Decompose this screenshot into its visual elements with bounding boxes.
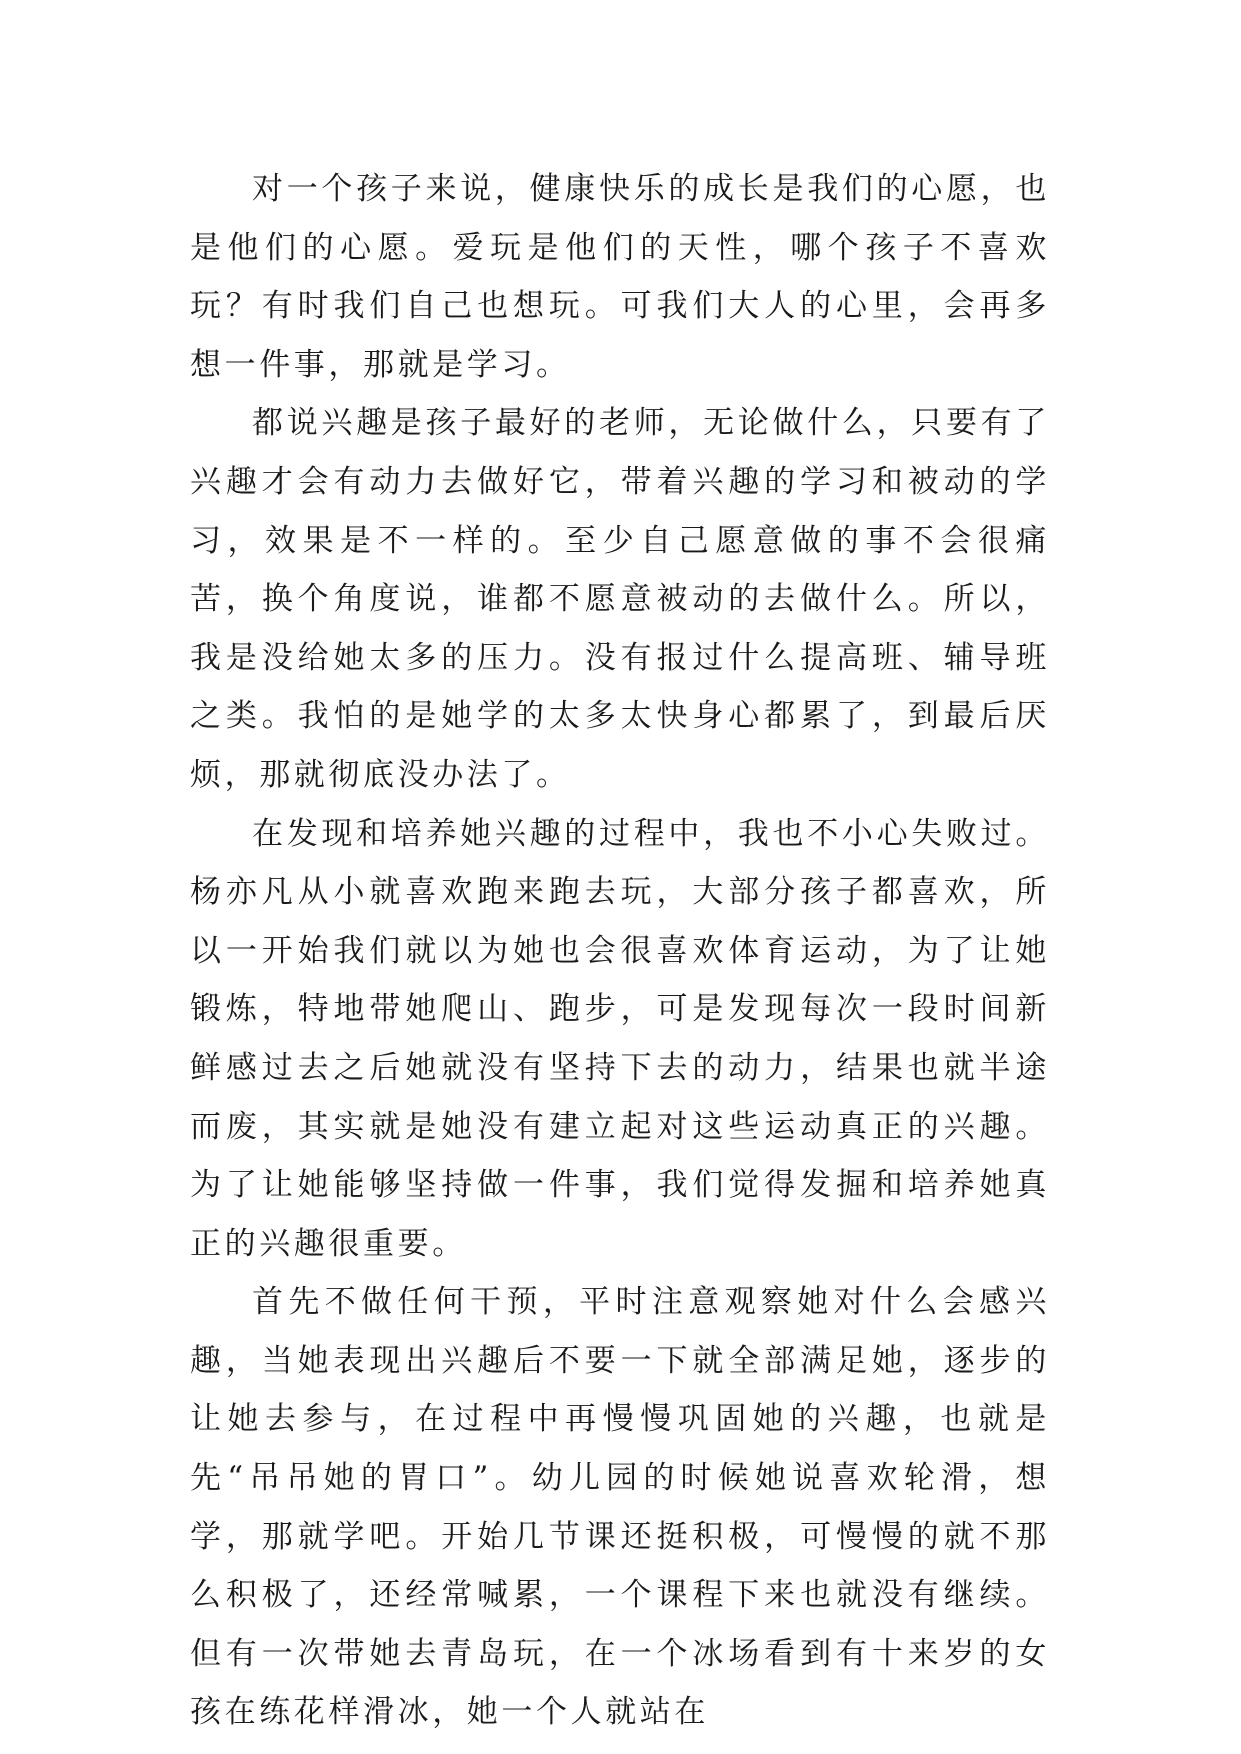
document-body: [190, 160, 1050, 1742]
paragraph-4: 首先不做任何干预，平时注意观察她对什么会感兴趣，当她表现出兴趣后不要一下就全部满足她，逐步的让她去参与，在过程中再慢慢巩固她的兴趣，也就是先“吊吊她的胃口”。幼儿园的时候她说喜欢轮滑，想学，那就学吧。开始几节课还挺积极，可慢慢的就不那么积极了，还经常喊累，一个课程下来也就没有继续。但有一次带她去青岛玩，在一个冰场看到有十来岁的女孩在练花样滑冰，她一个人就站在: [190, 1284, 1050, 1731]
paragraph-2: 都说兴趣是孩子最好的老师，无论做什么，只要有了兴趣才会有动力去做好它，带着兴趣的学习和被动的学习，效果是不一样的。至少自己愿意做的事不会很痛苦，换个角度说，谁都不愿意被动的去做什么。所以，我是没给她太多的压力。没有报过什么提高班、辅导班之类。我怕的是她学的太多太快身心都累了，到最后厌烦，那就彻底没办法了。: [190, 405, 1050, 793]
paragraph-3: 在发现和培养她兴趣的过程中，我也不小心失败过。杨亦凡从小就喜欢跑来跑去玩，大部分孩子都喜欢，所以一开始我们就以为她也会很喜欢体育运动，为了让她锻炼，特地带她爬山、跑步，可是发现每次一段时间新鲜感过去之后她就没有坚持下去的动力，结果也就半途而废，其实就是她没有建立起对这些运动真正的兴趣。为了让她能够坚持做一件事，我们觉得发掘和培养她真正的兴趣很重要。: [190, 815, 1050, 1262]
paragraph-1: 对一个孩子来说，健康快乐的成长是我们的心愿，也是他们的心愿。爱玩是他们的天性，哪个孩子不喜欢玩？有时我们自己也想玩。可我们大人的心里，会再多想一件事，那就是学习。: [190, 171, 1050, 383]
